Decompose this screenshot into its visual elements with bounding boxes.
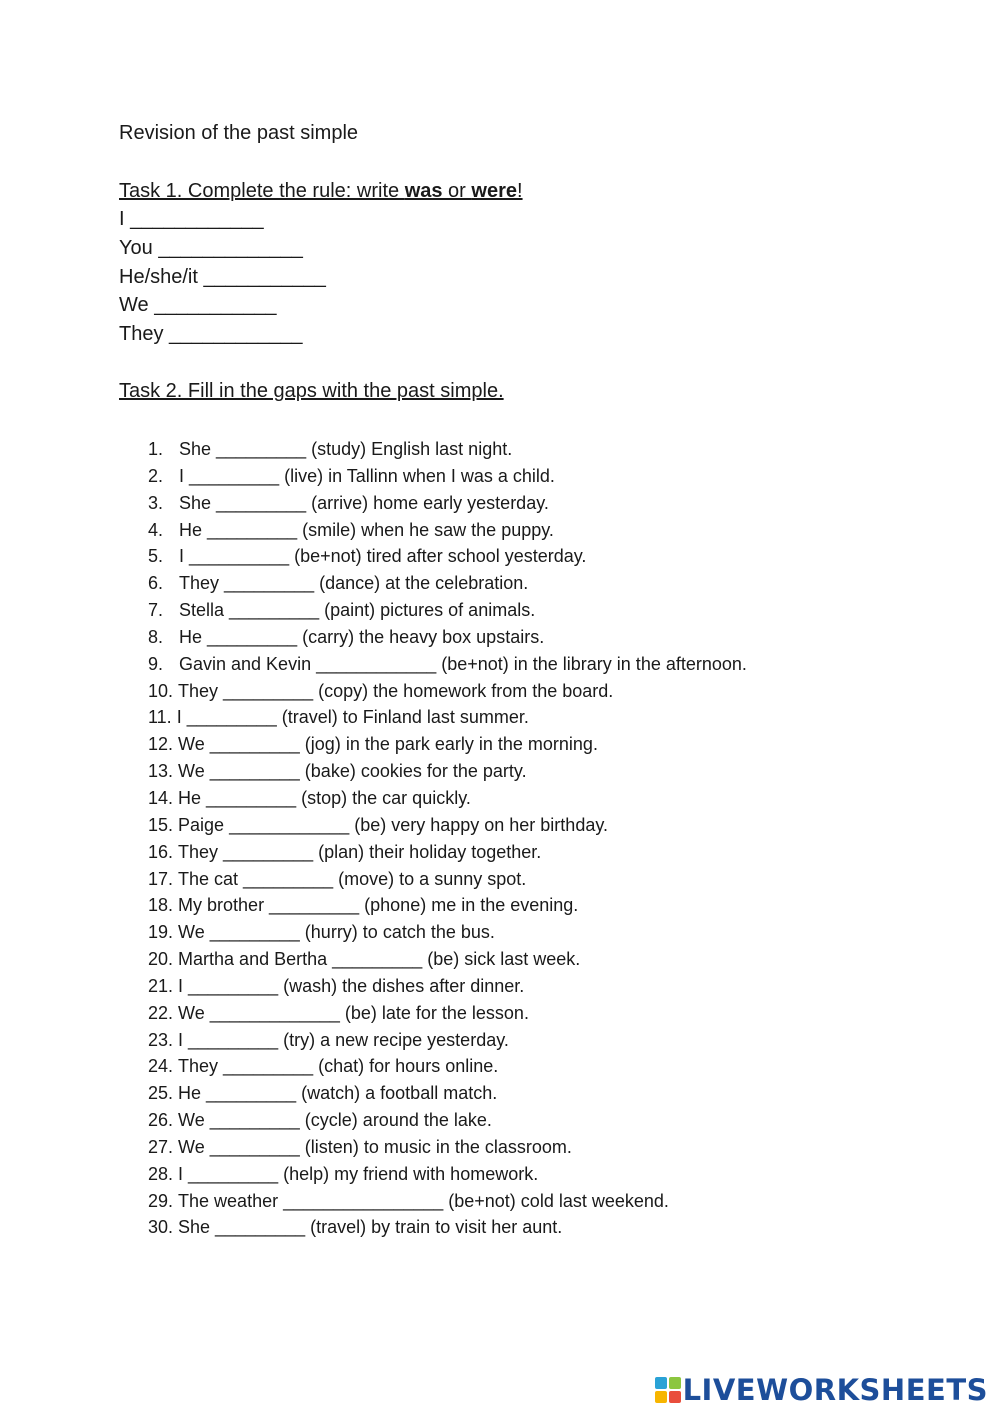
rule-blank[interactable]: ___________: [203, 265, 326, 288]
exercise-item: [148, 866, 747, 893]
exercise-item: [148, 919, 747, 946]
exercise-number: 19.: [148, 922, 174, 943]
task2-section: [119, 377, 504, 405]
exercise-text[interactable]: I _________ (live) in Tallinn when I was a child.: [179, 465, 555, 486]
exercise-number: 23.: [148, 1029, 174, 1050]
exercise-number: 30.: [148, 1217, 174, 1238]
exercise-text[interactable]: The weather ________________ (be+not) cold last weekend.: [178, 1190, 669, 1211]
exercise-number: 5.: [148, 546, 164, 567]
exercise-number: 3.: [148, 492, 164, 513]
liveworksheets-logo-icon: [655, 1377, 681, 1403]
exercise-number: 2.: [148, 465, 164, 486]
exercise-text[interactable]: I _________ (wash) the dishes after dinner.: [178, 975, 525, 996]
exercise-number: 22.: [148, 1002, 174, 1023]
task2-exercise-list: [148, 436, 747, 1241]
rule-row: [119, 320, 523, 349]
exercise-number: 17.: [148, 868, 174, 889]
exercise-number: 13.: [148, 761, 174, 782]
exercise-number: 27.: [148, 1136, 174, 1157]
exercise-text[interactable]: They _________ (chat) for hours online.: [178, 1056, 499, 1077]
exercise-text[interactable]: I _________ (try) a new recipe yesterday.: [178, 1029, 509, 1050]
rule-blank[interactable]: ___________: [154, 294, 277, 317]
exercise-item: [148, 1027, 747, 1054]
rule-blank[interactable]: ____________: [169, 323, 303, 346]
exercise-number: 7.: [148, 600, 164, 621]
exercise-number: 18.: [148, 895, 174, 916]
exercise-item: [148, 1107, 747, 1134]
exercise-item: [148, 892, 747, 919]
exercise-text[interactable]: He _________ (stop) the car quickly.: [178, 787, 471, 808]
exercise-number: 10.: [148, 680, 174, 701]
exercise-item: [148, 678, 747, 705]
exercise-number: 14.: [148, 787, 174, 808]
rule-blank[interactable]: _____________: [158, 236, 303, 259]
rule-subject: You: [119, 236, 153, 259]
exercise-text[interactable]: He _________ (watch) a football match.: [178, 1083, 498, 1104]
exercise-item: [148, 812, 747, 839]
exercise-text[interactable]: The cat _________ (move) to a sunny spot.: [178, 868, 527, 889]
exercise-text[interactable]: We _________ (bake) cookies for the party.: [178, 761, 527, 782]
exercise-item: [148, 839, 747, 866]
exercise-item: [148, 436, 747, 463]
rule-row: [119, 291, 523, 320]
exercise-item: [148, 1161, 747, 1188]
exercise-number: 26.: [148, 1110, 174, 1131]
exercise-text[interactable]: Stella _________ (paint) pictures of animals.: [179, 600, 536, 621]
exercise-text[interactable]: My brother _________ (phone) me in the evening.: [178, 895, 579, 916]
exercise-text[interactable]: We _________ (listen) to music in the classroom.: [178, 1136, 572, 1157]
exercise-text[interactable]: We _________ (hurry) to catch the bus.: [178, 922, 495, 943]
exercise-number: 8.: [148, 626, 164, 647]
exercise-text[interactable]: We _________ (jog) in the park early in the morning.: [178, 734, 598, 755]
task1-heading-end: !: [517, 180, 523, 202]
exercise-item: [148, 1080, 747, 1107]
rule-row: [119, 234, 523, 263]
exercise-number: 15.: [148, 814, 174, 835]
exercise-item: [148, 570, 747, 597]
exercise-item: [148, 973, 747, 1000]
task1-heading: [119, 177, 523, 205]
task1-heading-prefix: Task 1. Complete the rule: write: [119, 180, 405, 202]
exercise-item: [148, 704, 747, 731]
exercise-number: 6.: [148, 573, 164, 594]
task1-heading-were: were: [471, 180, 517, 202]
exercise-item: [148, 1000, 747, 1027]
exercise-item: [148, 1134, 747, 1161]
exercise-item: [148, 463, 747, 490]
rule-subject: They: [119, 323, 164, 346]
rule-blank[interactable]: ____________: [130, 208, 264, 230]
rule-subject: He/she/it: [119, 265, 198, 288]
page-title: Revision of the past simple: [119, 122, 359, 144]
exercise-number: 24.: [148, 1056, 174, 1077]
exercise-number: 21.: [148, 975, 174, 996]
exercise-number: 16.: [148, 841, 174, 862]
exercise-number: 1.: [148, 439, 164, 459]
liveworksheets-logo: [655, 1372, 988, 1408]
exercise-text[interactable]: They _________ (plan) their holiday together.: [178, 841, 542, 862]
task1-section: [119, 177, 523, 349]
exercise-item: [148, 624, 747, 651]
exercise-item: [148, 731, 747, 758]
task2-heading: Task 2. Fill in the gaps with the past simple.: [119, 380, 504, 402]
exercise-text[interactable]: Paige ____________ (be) very happy on her birthday.: [178, 814, 609, 835]
exercise-text[interactable]: He _________ (carry) the heavy box upstairs.: [179, 626, 545, 647]
exercise-number: 29.: [148, 1190, 174, 1211]
exercise-item: [148, 1188, 747, 1215]
exercise-item: [148, 1053, 747, 1080]
rule-row: [119, 205, 523, 234]
exercise-text[interactable]: She _________ (travel) by train to visit her aunt.: [178, 1217, 563, 1238]
task1-heading-or: or: [442, 180, 472, 202]
exercise-text[interactable]: He _________ (smile) when he saw the puppy.: [179, 519, 554, 540]
exercise-text[interactable]: I _________ (travel) to Finland last summer.: [176, 707, 529, 728]
exercise-text[interactable]: We _________ (cycle) around the lake.: [178, 1110, 492, 1131]
exercise-item: [148, 517, 747, 544]
exercise-item: [148, 785, 747, 812]
exercise-number: 11.: [148, 707, 172, 728]
exercise-item: [148, 758, 747, 785]
exercise-number: 20.: [148, 949, 174, 970]
exercise-number: 9.: [148, 653, 164, 674]
exercise-item: [148, 1214, 747, 1241]
exercise-item: [148, 946, 747, 973]
rule-row: [119, 263, 523, 292]
exercise-text[interactable]: She _________ (study) English last night.: [179, 439, 513, 459]
exercise-item: [148, 651, 747, 678]
rule-subject: We: [119, 294, 149, 317]
exercise-number: 25.: [148, 1083, 174, 1104]
exercise-item: [148, 597, 747, 624]
exercise-number: 28.: [148, 1163, 174, 1184]
exercise-text[interactable]: She _________ (arrive) home early yesterday.: [179, 492, 549, 513]
exercise-text[interactable]: Martha and Bertha _________ (be) sick last week.: [178, 949, 581, 970]
liveworksheets-logo-text: LIVEWORKSHEETS: [682, 1373, 988, 1407]
rule-subject: I: [119, 208, 125, 230]
exercise-item: [148, 490, 747, 517]
exercise-text[interactable]: We _____________ (be) late for the lesson.: [178, 1002, 529, 1023]
task1-rule-list: [119, 205, 523, 349]
exercise-text[interactable]: They _________ (copy) the homework from the board.: [178, 680, 614, 701]
exercise-text[interactable]: Gavin and Kevin ____________ (be+not) in the library in the afternoon.: [179, 653, 747, 674]
exercise-number: 4.: [148, 519, 164, 540]
exercise-text[interactable]: I _________ (help) my friend with homework.: [178, 1163, 539, 1184]
exercise-text[interactable]: They _________ (dance) at the celebration.: [179, 573, 529, 594]
exercise-number: 12.: [148, 734, 174, 755]
exercise-item: [148, 543, 747, 570]
exercise-text[interactable]: I __________ (be+not) tired after school yesterday.: [179, 546, 587, 567]
task1-heading-was: was: [404, 180, 443, 202]
